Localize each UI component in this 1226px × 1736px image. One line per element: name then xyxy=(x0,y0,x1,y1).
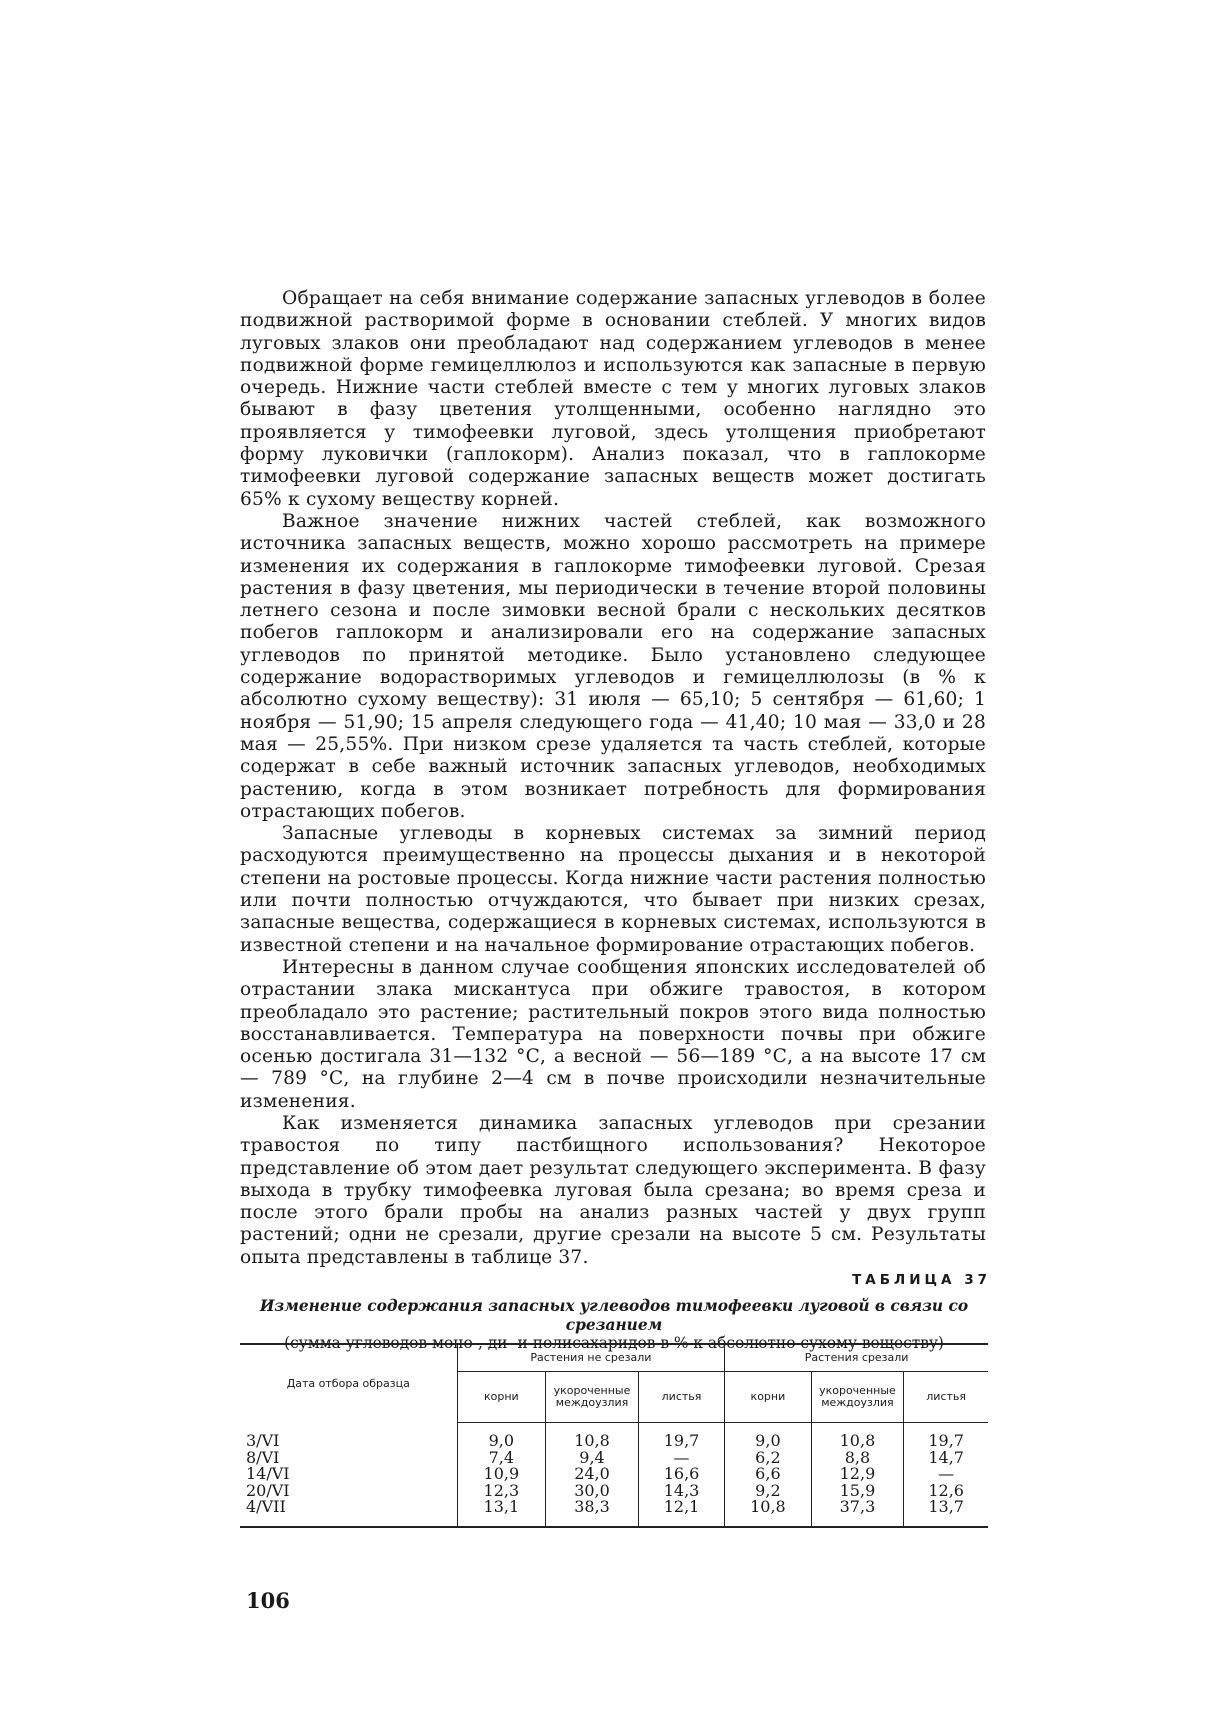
cell-value: 15,9 xyxy=(811,1483,904,1500)
cell-date: 3/VI xyxy=(246,1430,280,1450)
table-row xyxy=(240,1499,988,1527)
table-row xyxy=(240,1450,988,1467)
cell-value: — xyxy=(638,1450,724,1467)
header-col: листья xyxy=(904,1372,988,1423)
cell-value: 14,3 xyxy=(638,1483,724,1500)
cell-value: 19,7 xyxy=(904,1423,988,1450)
table-subtitle: (сумма углеводов моно-, ди- и полисахаридов в % к абсолютно сухому веществу) xyxy=(284,1334,944,1352)
table-row xyxy=(240,1466,988,1483)
cell-value: 38,3 xyxy=(546,1499,639,1527)
cell-value: 13,1 xyxy=(457,1499,546,1527)
cell-value: 13,7 xyxy=(904,1499,988,1527)
header-col: листья xyxy=(638,1372,724,1423)
cell-date: 20/VI xyxy=(246,1480,290,1500)
paragraph: Как изменяется динамика запасных углеводов при срезании травостоя по типу пастбищного использования? Некоторое представление об этом дает результат следующего эксперимента. В фазу выхода в трубку тимофеевка луговая была срезана; во время среза и после этого брали пробы на анализ разных частей у двух групп растений; одни не срезали, другие срезали на высоте 5 см. Результаты опыта представлены в таблице 37. xyxy=(240,1112,986,1268)
cell-value: 10,8 xyxy=(811,1423,904,1450)
table-row xyxy=(240,1423,988,1450)
page-number: 106 xyxy=(246,1588,290,1613)
cell-value: 30,0 xyxy=(546,1483,639,1500)
cell-value: 37,3 xyxy=(811,1499,904,1527)
cell-date: 14/VI xyxy=(246,1464,290,1484)
cell-value: 10,8 xyxy=(546,1423,639,1450)
cell-value: 12,3 xyxy=(457,1483,546,1500)
header-col: корни xyxy=(457,1372,546,1423)
cell-value: 14,7 xyxy=(904,1450,988,1467)
cell-value: 7,4 xyxy=(457,1450,546,1467)
cell-value: 16,6 xyxy=(638,1466,724,1483)
header-col: корни xyxy=(725,1372,811,1423)
cell-value: 12,1 xyxy=(638,1499,724,1527)
table-label: ТАБЛИЦА 37 xyxy=(852,1272,991,1288)
cell-date: 4/VII xyxy=(240,1499,457,1527)
cell-value: 9,2 xyxy=(725,1483,811,1500)
cell-value: 9,4 xyxy=(546,1450,639,1467)
paragraph: Обращает на себя внимание содержание запасных углеводов в более подвижной растворимой форме в основании стеблей. У многих видов луговых злаков они преобладают над содержанием углеводов в менее подвижной форме гемицеллюлоз и используются как запасные в первую очередь. Нижние части стеблей вместе с тем у многих луговых злаков бывают в фазу цветения утолщенными, особенно наглядно это проявляется у тимофеевки луговой, здесь утолщения приобретают форму луковички (гаплокорм). Анализ показал, что в гаплокорме тимофеевки луговой содержание запасных веществ может достигать 65% к сухому веществу корней. xyxy=(240,288,986,510)
cell-value: 12,6 xyxy=(904,1483,988,1500)
header-date: Дата отбора образца xyxy=(240,1344,457,1423)
cell-value: 8,8 xyxy=(811,1450,904,1467)
table-row xyxy=(240,1483,988,1500)
cell-value: 24,0 xyxy=(546,1466,639,1483)
cell-value: 12,9 xyxy=(811,1466,904,1483)
body-text xyxy=(240,288,986,1269)
cell-value: 10,8 xyxy=(725,1499,811,1527)
paragraph: Интересны в данном случае сообщения японских исследователей об отрастании злака мискантуса при обжиге травостоя, в котором преобладало это растение; растительный покров этого вида полностью восстанавливается. Температура на поверхности почвы при обжиге осенью достигала 31—132 °С, а весной — 56—189 °С, а на высоте 17 см — 789 °С, на глубине 2—4 см в почве происходили незначительные изменения. xyxy=(240,956,986,1112)
header-group-cut: Растения срезали xyxy=(725,1344,988,1372)
header-col: укороченные междоузлия xyxy=(546,1372,639,1423)
header-col: укороченные междоузлия xyxy=(811,1372,904,1423)
table-title: Изменение содержания запасных углеводов тимофеевки луговой в связи со срезанием xyxy=(259,1297,969,1334)
cell-value: — xyxy=(904,1466,988,1483)
cell-date: 8/VI xyxy=(246,1447,280,1467)
cell-value: 10,9 xyxy=(457,1466,546,1483)
cell-value: 19,7 xyxy=(638,1423,724,1450)
header-group-not-cut: Растения не срезали xyxy=(457,1344,725,1372)
cell-value: 6,6 xyxy=(725,1466,811,1483)
cell-value: 6,2 xyxy=(725,1450,811,1467)
paragraph: Важное значение нижних частей стеблей, как возможного источника запасных веществ, можно хорошо рассмотреть на примере изменения их содержания в гаплокорме тимофеевки луговой. Срезая растения в фазу цветения, мы периодически в течение второй половины летнего сезона и после зимовки весной брали с нескольких десятков побегов гаплокорм и анализировали его на содержание запасных углеводов по принятой методике. Было установлено следующее содержание водорастворимых углеводов и гемицеллюлозы (в % к абсолютно сухому веществу): 31 июля — 65,10; 5 сентября — 61,60; 1 ноября — 51,90; 15 апреля следующего года — 41,40; 10 мая — 33,0 и 28 мая — 25,55%. При низком срезе удаляется та часть стеблей, которые содержат в себе важный источник запасных углеводов, необходимых растению, когда в этом возникает потребность для формирования отрастающих побегов. xyxy=(240,510,986,822)
data-table xyxy=(240,1343,988,1528)
cell-value: 9,0 xyxy=(457,1423,546,1450)
paragraph: Запасные углеводы в корневых системах за зимний период расходуются преимущественно на процессы дыхания и в некоторой степени на ростовые процессы. Когда нижние части растения полностью или почти полностью отчуждаются, что бывает при низких срезах, запасные вещества, содержащиеся в корневых системах, используются в известной степени и на начальное формирование отрастающих побегов. xyxy=(240,823,986,956)
cell-value: 9,0 xyxy=(725,1423,811,1450)
